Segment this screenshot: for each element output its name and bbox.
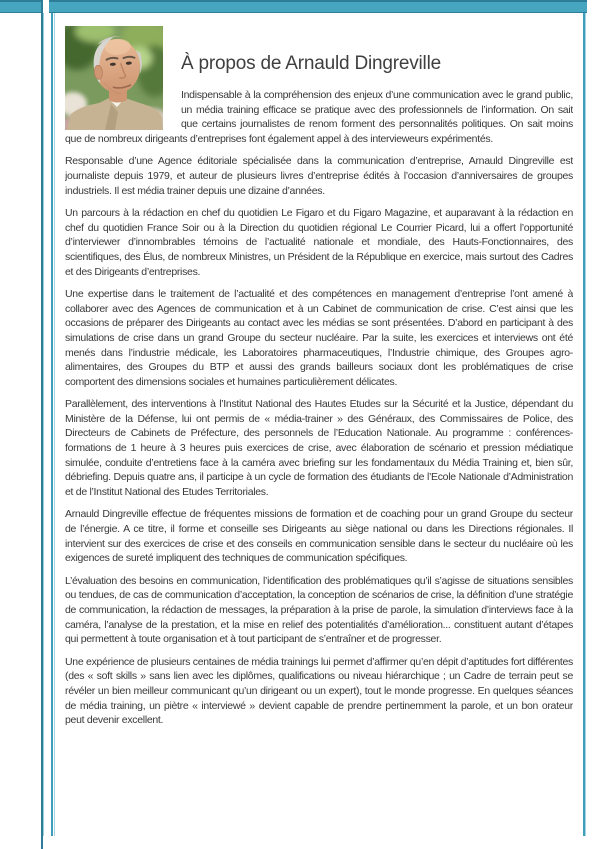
paragraph-intro: Indispensable à la compréhension des enjeux d’une communication avec le grand public, un média training efficace se pratique avec des professionnels de l’information. On sait que certains journalistes de renom forment des personnalités politiques. On sait moins que de nombreux dirigeants d’entreprises font également appel à des intervieweurs expérimentés. (65, 89, 573, 145)
page-border-left-inner (54, 13, 55, 836)
portrait-photo (65, 26, 163, 130)
page-border-bottom (49, 0, 587, 13)
paragraph-press: Un parcours à la rédaction en chef du quotidien Le Figaro et du Figaro Magazine, et auparavant à la rédaction en chef du quotidien France Soir ou à la Direction du quotidien régional Le Courrier Picard, lui a offert l’opportunité d’interviewer d’innombrables témoins de l’actualité nationale et mondiale, des Hauts-Fonctionnaires, des scientifiques, des Élus, de nombreux Ministres, un Président de la République en exercice, mais surtout des Cadres et des Dirigeants d’entreprises. (65, 207, 573, 278)
page-content (65, 24, 573, 834)
paragraph-energie: Arnauld Dingreville effectue de fréquentes missions de formation et de coaching pour un grand Groupe du secteur de l’énergie. A ce titre, il forme et conseille ses Dirigeants au siège national ou dans les Directions régionales. Il intervient sur des exercices de crise et des conseils en communication sensible dans le secteur du nucléaire où les exigences de sureté impliquent des techniques de communication spécifiques. (65, 508, 573, 565)
previous-page-right-border-inner (43, 13, 44, 836)
previous-page-bottom-border (0, 0, 41, 13)
paragraph-institut: Parallèlement, des interventions à l’Institut National des Hautes Etudes sur la Sécurité et la Justice, dépendant du Ministère de la Défense, lui ont permis de « média-trainer » des Généraux, des Commissaires de Police, des Directeurs de Cabinets de Préfecture, des personnels de l’Education Nationale. Au programme : conférences-formations de 1 heure à 3 heures puis exercices de crise, avec élaboration de scénario et pression médiatique simulée, conduite d’entretiens face à la caméra avec briefing sur les fondamentaux du Média Training et, bien sûr, débriefing. Depuis quatre ans, il participe à un cycle de formation des étudiants de l’Ecole Nationale d’Administration et de l’Institut National des Etudes Territoriales. (65, 398, 573, 498)
paragraph-career: Responsable d’une Agence éditoriale spécialisée dans la communication d’entreprise, Arnauld Dingreville est journaliste depuis 1979, et auteur de plusieurs livres d’entreprise édités à l’occasion d’anniversaires de groupes industriels. Il est média trainer depuis une dizaine d’années. (65, 155, 573, 197)
page-border-right-inner (585, 13, 586, 836)
paragraph-experience: Une expérience de plusieurs centaines de média trainings lui permet d’affirmer qu’en dépit d’aptitudes fort différentes (des « soft skills » sans lien avec les diplômes, qualifications ou niveau hiérarchique ; un Cadre de terrain peut se révéler un bien meilleur communicant qu’un dirigeant ou un expert), tout le monde progresse. En quelques séances de média training, un piètre « interviewé » devient capable de prendre pertinemment la parole, et un bon orateur peut devenir excellent. (65, 655, 573, 727)
paragraph-expertise: Une expertise dans le traitement de l’actualité et des compétences en management d’entreprise l’ont amené à collaborer avec des Agences de communication et à un Cabinet de communication de crise. C’est ainsi que les occasions de préparer des Dirigeants au contact avec les médias se sont présentées. D’abord en participant à des simulations de crise dans un grand Groupe du secteur nucléaire. Par la suite, les exercices et interviews ont été menés dans l’industrie médicale, les Laboratoires pharmaceutiques, l’Industrie chimique, des Groupes agro-alimentaires, des Groupes du BTP et aussi des grands bailleurs sociaux dont les problématiques de crise comportent des dimensions sociales et humaines particulièrement délicates. (65, 288, 573, 388)
page-title: À propos de Arnauld Dingreville (181, 53, 441, 74)
paragraph-evaluation: L’évaluation des besoins en communication, l’identification des problématiques qu’il s’agisse de situations sensibles ou tendues, de cas de communication d’acceptation, la conception de scénarios de crise, la définition d’une stratégie de communication, la rédaction de messages, la préparation à la prise de parole, la simulation d’interviews face à la caméra, l’analyse de la prestation, et la mise en relief des potentialités d’amélioration... constituent autant d’étapes qui permettent à toute organisation et à tout participant de s’entraîner et de progresser. (65, 574, 573, 646)
page-border-left (51, 13, 53, 836)
